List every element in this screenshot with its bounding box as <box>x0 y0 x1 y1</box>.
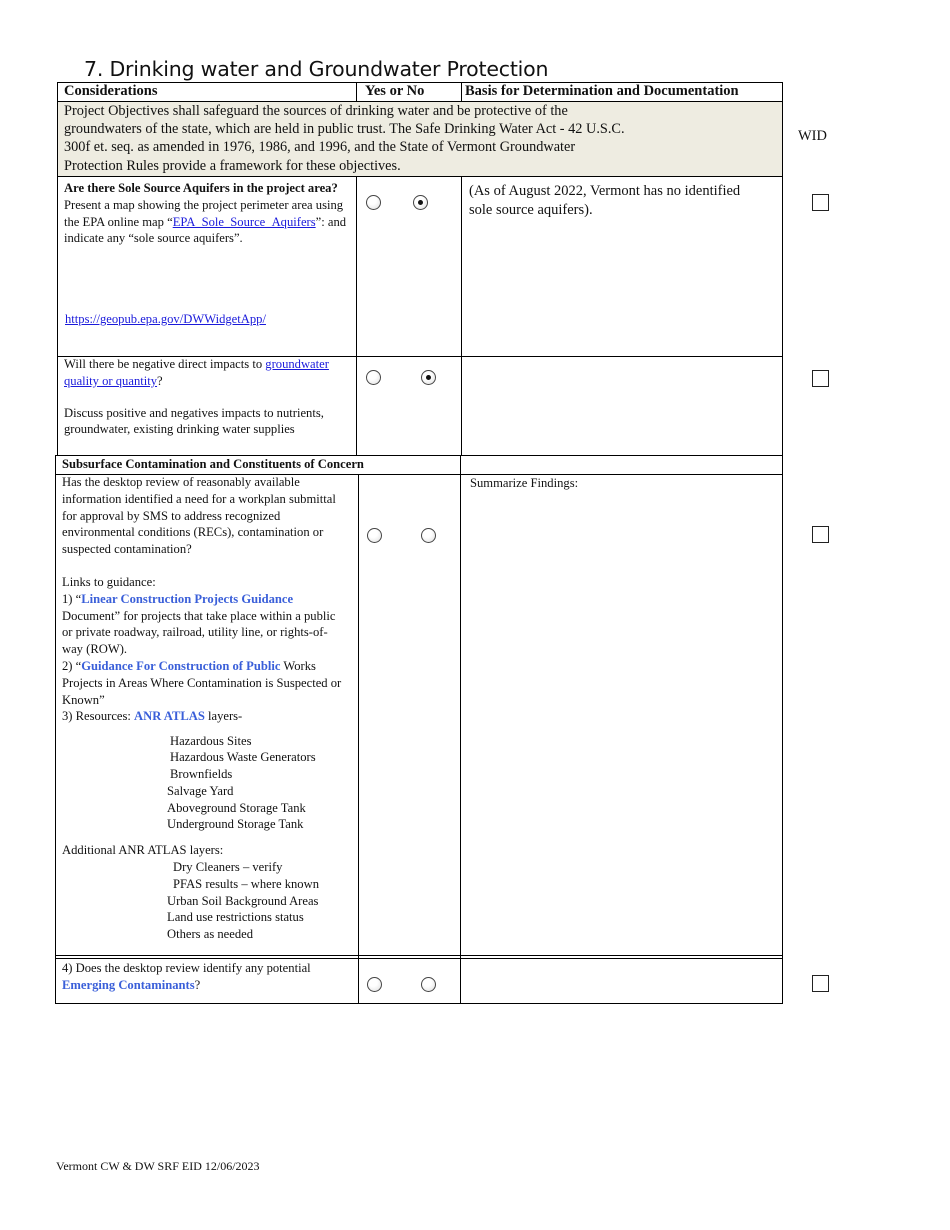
header-yes-no: Yes or No <box>365 83 425 99</box>
question-mark: ? <box>194 977 201 992</box>
guidance-1 <box>62 591 348 658</box>
guidance-text: layers- <box>204 709 243 724</box>
intro-line: groundwaters of the state, which are held in public trust. The Safe Drinking Water Act - 42 U.S.C. <box>64 121 625 138</box>
row2-question <box>64 356 334 390</box>
guidance-number: 1) “ <box>62 591 82 606</box>
row3-question: Has the desktop review of reasonably available information identified a need for a workplan submittal for approval by SMS to address recognized environmental conditions (RECs), contamination or suspected contamination? <box>62 475 336 557</box>
intro-line: Project Objectives shall safeguard the sources of drinking water and be protective of the <box>64 103 568 119</box>
additional-layer-item: Land use restrictions status <box>167 910 304 924</box>
quote-mark: “ <box>167 214 173 229</box>
epa-sole-source-aquifers-link[interactable]: EPA_Sole_Source_Aquifers <box>172 214 316 229</box>
guidance-number: 3) Resources: <box>62 709 135 724</box>
additional-layer-item: Dry Cleaners – verify <box>173 860 283 874</box>
question-mark: ? <box>157 373 163 388</box>
groundwater-quality-link[interactable]: groundwater quality or quantity <box>64 357 329 388</box>
row1-body: Present a map showing the project perimeter area using the EPA online map <box>64 197 344 229</box>
row2-discussion: Discuss positive and negatives impacts to nutrients, groundwater, existing drinking water supplies <box>64 405 324 437</box>
guidance-number: 2) “ <box>62 658 82 673</box>
guidance-2 <box>62 658 348 708</box>
dwwidget-app-link[interactable]: https://geopub.epa.gov/DWWidgetApp/ <box>65 312 266 326</box>
row1-considerations <box>64 180 348 247</box>
row4-considerations <box>62 960 352 994</box>
layer-item: Hazardous Sites <box>170 734 252 748</box>
summarize-findings-label: Summarize Findings: <box>470 476 579 490</box>
row2-text: Will there be negative direct impacts to <box>64 357 263 371</box>
header-basis: Basis for Determination and Documentation <box>465 83 739 99</box>
row3-yes-radio[interactable] <box>367 528 382 543</box>
intro-line: Protection Rules provide a framework for these objectives. <box>64 157 401 174</box>
layer-item: Aboveground Storage Tank <box>167 801 306 815</box>
row1-instructions <box>64 197 348 247</box>
emerging-contaminants-link[interactable]: Emerging Contaminants <box>62 977 195 992</box>
row2-wid-checkbox[interactable] <box>812 370 829 387</box>
row1-url <box>65 311 266 328</box>
wid-label: WID <box>798 128 827 144</box>
intro-line: 300f et. seq. as amended in 1976, 1986, and 1996, and the State of Vermont Groundwater <box>64 139 576 156</box>
layer-item: Salvage Yard <box>167 784 234 798</box>
row1-question: Are there Sole Source Aquifers in the project area? <box>64 181 338 195</box>
layer-item: Hazardous Waste Generators <box>170 750 316 764</box>
guidance-3 <box>62 708 348 725</box>
guidance-text: Works Projects in Areas Where Contamination is Suspected or Known” <box>62 658 342 707</box>
row3-header: Subsurface Contamination and Constituents of Concern <box>62 457 364 471</box>
intro-text <box>64 102 754 175</box>
row1-yes-radio[interactable] <box>366 195 381 210</box>
row4-wid-checkbox[interactable] <box>812 975 829 992</box>
row2-considerations <box>64 356 334 438</box>
row4-text: 4) Does the desktop review identify any potential <box>62 961 311 975</box>
row1-no-radio[interactable] <box>413 195 428 210</box>
additional-layers-label: Additional ANR ATLAS layers: <box>62 843 224 857</box>
layer-item: Underground Storage Tank <box>167 817 304 831</box>
footer-text: Vermont CW & DW SRF EID 12/06/2023 <box>56 1159 260 1173</box>
row3-wid-checkbox[interactable] <box>812 526 829 543</box>
public-works-guidance-link[interactable]: Guidance For Construction of Public <box>81 658 281 673</box>
links-label: Links to guidance: <box>62 574 156 589</box>
header-considerations: Considerations <box>64 83 158 99</box>
row3-considerations <box>62 474 348 725</box>
anr-atlas-link[interactable]: ANR ATLAS <box>134 709 205 724</box>
row1-body-rest: ”: and indicate any “sole source aquifers”. <box>64 214 347 246</box>
row4-no-radio[interactable] <box>421 977 436 992</box>
additional-layer-item: Urban Soil Background Areas <box>167 894 319 908</box>
additional-layer-item: PFAS results – where known <box>173 877 319 891</box>
layer-item: Brownfields <box>170 767 233 781</box>
guidance-text: Document” for projects that take place within a public or private roadway, railroad, utility line, or rights-of-way (ROW). <box>62 608 336 657</box>
row2-yes-radio[interactable] <box>366 370 381 385</box>
row1-basis-text: (As of August 2022, Vermont has no identified sole source aquifers). <box>469 183 741 218</box>
section-title: 7. Drinking water and Groundwater Protection <box>84 57 549 81</box>
row3-no-radio[interactable] <box>421 528 436 543</box>
linear-construction-guidance-link[interactable]: Linear Construction Projects Guidance <box>81 591 294 606</box>
row2-no-radio[interactable] <box>421 370 436 385</box>
row4-yes-radio[interactable] <box>367 977 382 992</box>
additional-layer-item: Others as needed <box>167 927 254 941</box>
row1-wid-checkbox[interactable] <box>812 194 829 211</box>
